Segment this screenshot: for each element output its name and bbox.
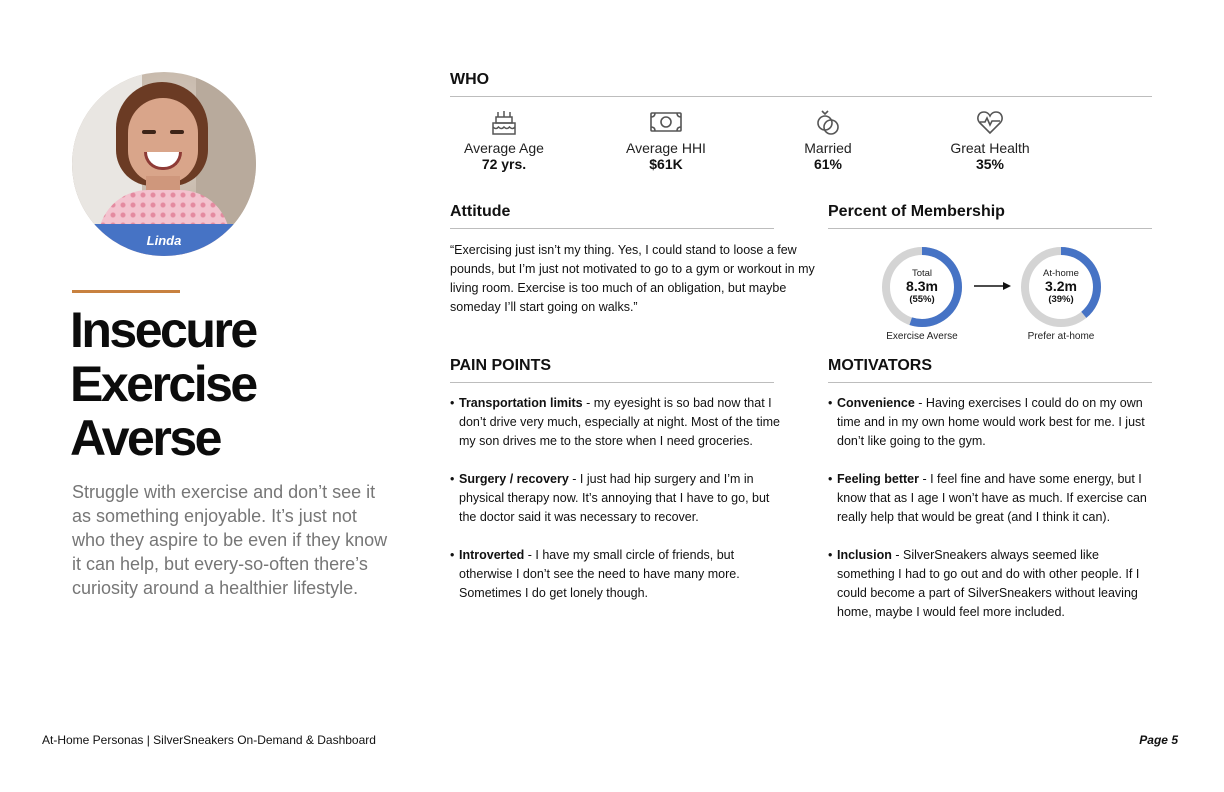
attitude-heading: Attitude xyxy=(450,203,774,229)
who-label: Married xyxy=(804,140,852,156)
list-item xyxy=(450,470,780,527)
attitude-quote: “Exercising just isn’t my thing. Yes, I could stand to loose a few pounds, but I’m just not motivated to go to a gym or workout in my living room. Exercise is too much of an obligation, but maybe someday I’ll start going on walks.” xyxy=(450,243,815,314)
photo-left-eye xyxy=(142,130,156,134)
donut-exercise-averse xyxy=(881,246,963,328)
who-great-health xyxy=(915,108,1065,172)
footer-document-title: At-Home Personas | SilverSneakers On-Demand & Dashboard xyxy=(42,733,376,747)
list-item xyxy=(450,394,780,451)
persona-name-band xyxy=(72,224,256,256)
pain-points-heading: PAIN POINTS xyxy=(450,357,774,383)
birthday-cake-icon xyxy=(491,108,517,136)
donut-big-value: 3.2m xyxy=(1045,278,1077,294)
who-value: $61K xyxy=(649,156,683,172)
who-value: 72 yrs. xyxy=(481,156,527,172)
persona-photo xyxy=(72,72,256,256)
bullet-title: Introverted xyxy=(459,548,525,562)
bullet-title: Inclusion xyxy=(837,548,892,562)
donut-top-label: At-home xyxy=(1043,268,1079,279)
donut-caption: Exercise Averse xyxy=(886,331,958,342)
bullet-text: - I have my small circle of friends, but otherwise I don’t see the need to have many more. Sometimes I do get lonely though. xyxy=(459,548,740,600)
bullet-title: Surgery / recovery xyxy=(459,472,569,486)
donut-center xyxy=(881,268,963,306)
list-item xyxy=(828,546,1158,622)
bullet-title: Convenience xyxy=(837,396,915,410)
persona-name: Linda xyxy=(146,232,182,248)
donut-center xyxy=(1020,268,1102,306)
donut-percent: (39%) xyxy=(1048,294,1074,305)
list-item xyxy=(828,394,1158,451)
bullet-text: - I just had hip surgery and I’m in physical therapy now. It’s annoying that I have to go, but the doctor said it was necessary to recover. xyxy=(459,472,770,524)
list-item xyxy=(828,470,1158,527)
heart-pulse-icon xyxy=(976,108,1004,136)
who-value: 61% xyxy=(813,156,843,172)
arrow-right-icon xyxy=(973,280,1013,292)
page-number: Page 5 xyxy=(1139,733,1178,747)
donut-prefer-at-home xyxy=(1020,246,1102,328)
money-bill-icon xyxy=(649,108,683,136)
photo-face xyxy=(128,98,198,184)
persona-title-line-2: Exercise xyxy=(70,356,256,412)
photo-right-eye xyxy=(170,130,184,134)
bullet-title: Transportation limits xyxy=(459,396,583,410)
who-average-hhi xyxy=(591,108,741,172)
who-married xyxy=(753,108,903,172)
bullet-title: Feeling better xyxy=(837,472,919,486)
persona-title xyxy=(70,303,390,465)
who-label: Average Age xyxy=(464,140,544,156)
list-item xyxy=(450,546,780,603)
persona-title-line-1: Insecure xyxy=(70,302,256,358)
donut-caption: Prefer at-home xyxy=(1027,331,1095,342)
persona-title-line-3: Averse xyxy=(70,410,220,466)
bullet-text: - Having exercises I could do on my own time and in my own home would work best for me. I just don’t like going to the gym. xyxy=(837,396,1145,448)
motivators-list xyxy=(828,394,1158,641)
bullet-text: - my eyesight is so bad now that I don’t drive very much, especially at night. Most of the time my son drives me to the store when I need groceries. xyxy=(459,396,780,448)
bullet-text: - SilverSneakers always seemed like something I had to go out and do with other people. If I could become a part of SilverSneakers without leaving home, maybe I would feel more included. xyxy=(837,548,1140,619)
who-value: 35% xyxy=(975,156,1005,172)
wedding-rings-icon xyxy=(814,108,842,136)
persona-description: Struggle with exercise and don’t see it as something enjoyable. It’s just not who they aspire to be even if they know it can help, but every-so-often there’s curiosity around a healthier lifestyle. xyxy=(72,482,388,598)
bullet-text: - I feel fine and have some energy, but I know that as I age I won’t have as much. If exercise can really help that would be great (and I think it can). xyxy=(837,472,1147,524)
pain-points-list xyxy=(450,394,780,622)
who-label: Average HHI xyxy=(626,140,706,156)
donut-percent: (55%) xyxy=(909,294,935,305)
donut-top-label: Total xyxy=(911,268,933,279)
who-label: Great Health xyxy=(950,140,1030,156)
motivators-heading: MOTIVATORS xyxy=(828,357,1152,383)
who-average-age xyxy=(429,108,579,172)
title-accent-rule xyxy=(72,290,180,293)
who-heading: WHO xyxy=(450,71,1152,97)
donut-big-value: 8.3m xyxy=(906,278,938,294)
membership-heading: Percent of Membership xyxy=(828,203,1152,229)
